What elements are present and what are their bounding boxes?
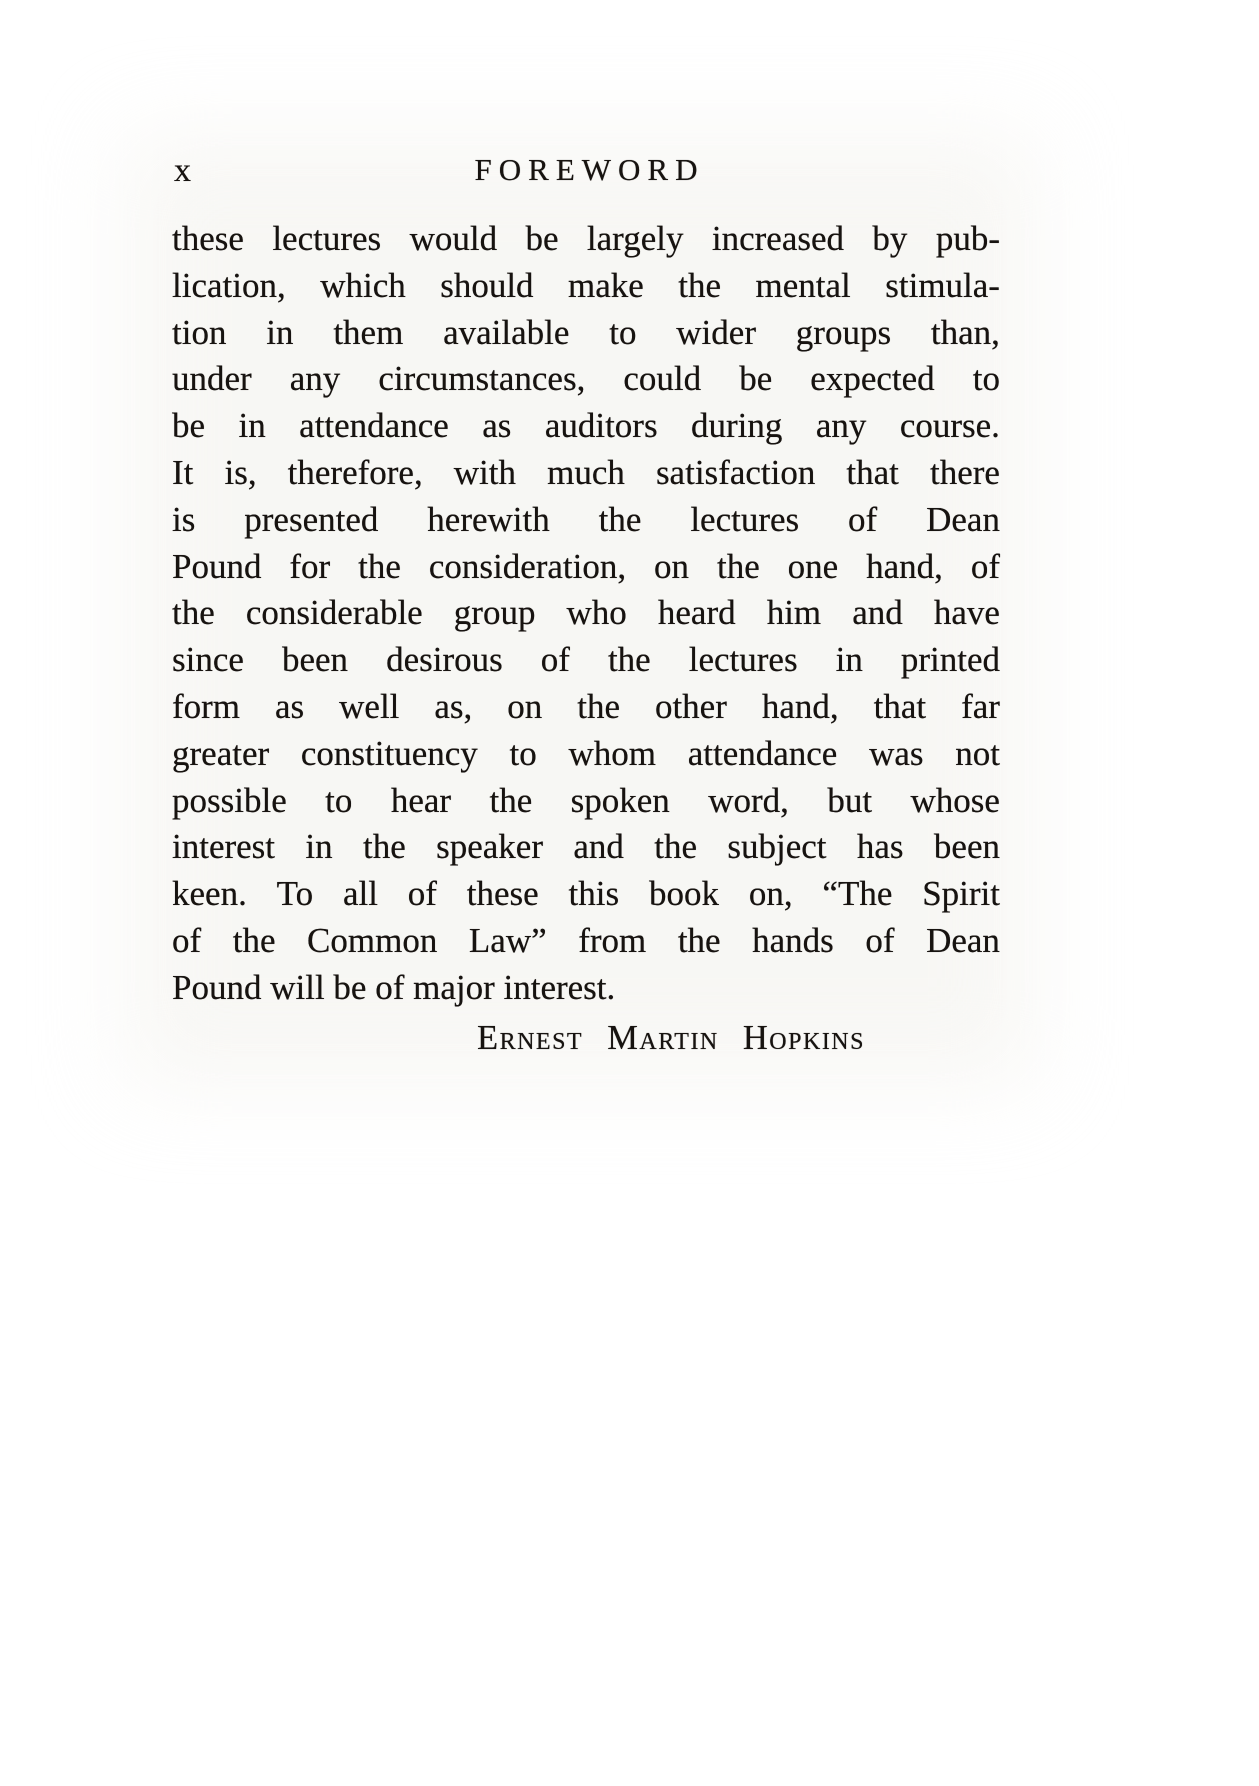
body-line: these lectures would be largely increased by pub-	[172, 219, 1000, 258]
body-line: of the Common Law” from the hands of Dean	[172, 920, 1000, 960]
body-line: keen. To all of these this book on, “The Spirit	[172, 874, 1000, 914]
body-text	[172, 216, 1000, 1012]
body-line: possible to hear the spoken word, but whose	[172, 780, 1000, 820]
body-line: It is, therefore, with much satisfaction that there	[172, 452, 1000, 492]
body-line: under any circumstances, could be expected to	[172, 359, 1000, 399]
body-line: since been desirous of the lectures in printed	[172, 640, 1000, 680]
body-line: the considerable group who heard him and have	[172, 593, 1000, 633]
page-title: FOREWORD	[474, 152, 705, 187]
body-line: interest in the speaker and the subject has been	[172, 827, 1000, 867]
page-number: x	[174, 152, 191, 189]
body-line: lication, which should make the mental stimula-	[172, 265, 1000, 305]
body-line: tion in them available to wider groups than,	[172, 312, 1000, 352]
body-line: Pound for the consideration, on the one hand, of	[172, 546, 1000, 586]
body-line: greater constituency to whom attendance was not	[172, 733, 1000, 773]
body-line: Pound will be of major interest.	[172, 967, 616, 1007]
page-header	[172, 150, 1000, 192]
body-line: is presented herewith the lectures of Dean	[172, 499, 1000, 539]
signature-name: Ernest Martin Hopkins	[477, 1019, 865, 1057]
body-line: form as well as, on the other hand, that far	[172, 686, 1000, 726]
body-line: be in attendance as auditors during any course.	[172, 406, 1000, 446]
